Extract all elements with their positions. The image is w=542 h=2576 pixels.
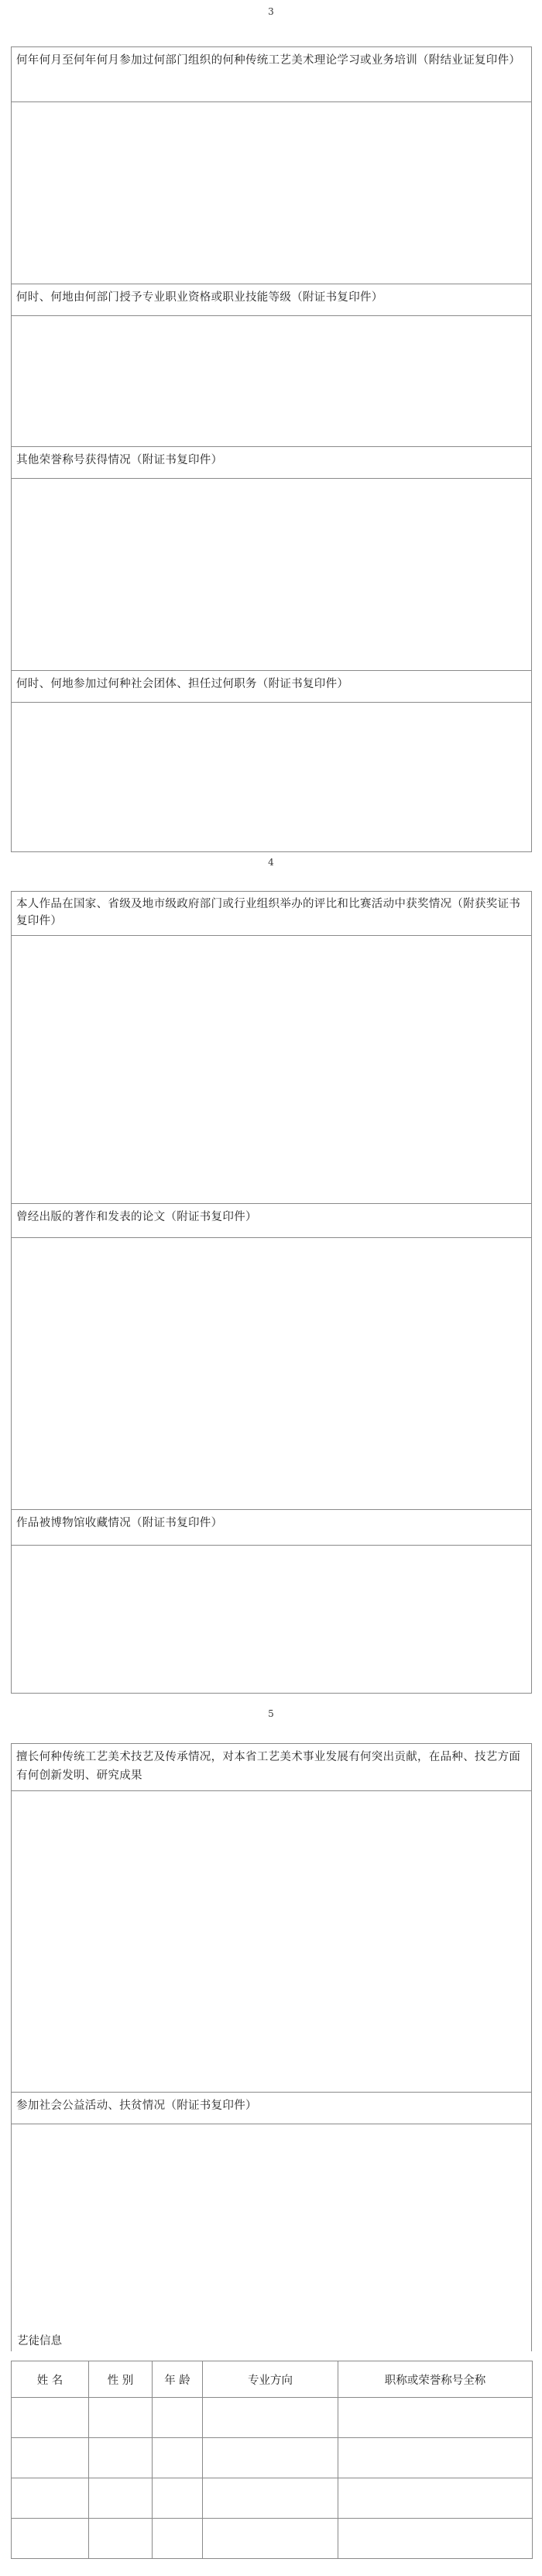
training-label: 何年何月至何年何月参加过何部门组织的何种传统工艺美术理论学习或业务培训（附结业证复印件） [16, 54, 521, 67]
name-cell[interactable] [12, 2398, 89, 2438]
column-header-title: 职称或荣誉称号全称 [338, 2361, 533, 2398]
age-cell[interactable] [153, 2478, 203, 2519]
page-number: 5 [268, 1708, 274, 1719]
qualification-field[interactable] [12, 315, 531, 446]
page-number: 4 [268, 857, 274, 868]
table-header-row [12, 2361, 533, 2398]
honors-field[interactable] [12, 478, 531, 670]
specialty-cell[interactable] [203, 2438, 338, 2478]
column-header-specialty: 专业方向 [203, 2361, 338, 2398]
social-label: 何时、何地参加过何种社会团体、担任过何职务（附证书复印件） [12, 670, 531, 702]
page-3-form [11, 46, 532, 852]
social-field[interactable] [12, 702, 531, 851]
page-4-form [11, 891, 532, 1694]
name-cell[interactable] [12, 2438, 89, 2478]
awards-field[interactable] [12, 935, 531, 1203]
age-cell[interactable] [153, 2398, 203, 2438]
column-header-gender: 性 别 [89, 2361, 153, 2398]
column-header-age: 年 龄 [153, 2361, 203, 2398]
title-cell[interactable] [338, 2398, 533, 2438]
table-row [12, 2478, 533, 2519]
collections-label: 作品被博物馆收藏情况（附证书复印件） [12, 1509, 531, 1545]
welfare-label: 参加社会公益活动、扶贫情况（附证书复印件） [12, 2092, 531, 2124]
age-cell[interactable] [153, 2519, 203, 2559]
publications-field[interactable] [12, 1237, 531, 1509]
specialty-cell[interactable] [203, 2398, 338, 2438]
skills-label: 擅长何种传统工艺美术技艺及传承情况，对本省工艺美术事业发展有何突出贡献，在品种、技艺方面有何创新发明、研究成果 [16, 1751, 521, 1782]
age-cell[interactable] [153, 2438, 203, 2478]
apprentice-title: 艺徒信息 [17, 2335, 62, 2347]
publications-label: 曾经出版的著作和发表的论文（附证书复印件） [12, 1203, 531, 1237]
page-number: 3 [268, 6, 274, 17]
collections-field[interactable] [12, 1545, 531, 1693]
apprentice-table [11, 2361, 533, 2559]
name-cell[interactable] [12, 2519, 89, 2559]
name-cell[interactable] [12, 2478, 89, 2519]
qualification-label: 何时、何地由何部门授予专业职业资格或职业技能等级（附证书复印件） [12, 284, 531, 315]
gender-cell[interactable] [89, 2438, 153, 2478]
table-row [12, 2438, 533, 2478]
skills-field[interactable] [12, 1790, 531, 2092]
gender-cell[interactable] [89, 2478, 153, 2519]
gender-cell[interactable] [89, 2398, 153, 2438]
page-5-form [11, 1743, 532, 2351]
specialty-cell[interactable] [203, 2478, 338, 2519]
title-cell[interactable] [338, 2519, 533, 2559]
awards-label: 本人作品在国家、省级及地市级政府部门或行业组织举办的评比和比赛活动中获奖情况（附获奖证书复印件） [16, 898, 521, 927]
column-header-name: 姓 名 [12, 2361, 89, 2398]
gender-cell[interactable] [89, 2519, 153, 2559]
honors-label: 其他荣誉称号获得情况（附证书复印件） [12, 446, 531, 478]
training-field[interactable] [12, 101, 531, 284]
title-cell[interactable] [338, 2438, 533, 2478]
specialty-cell[interactable] [203, 2519, 338, 2559]
table-row [12, 2398, 533, 2438]
table-row [12, 2519, 533, 2559]
welfare-field[interactable] [12, 2124, 531, 2352]
title-cell[interactable] [338, 2478, 533, 2519]
